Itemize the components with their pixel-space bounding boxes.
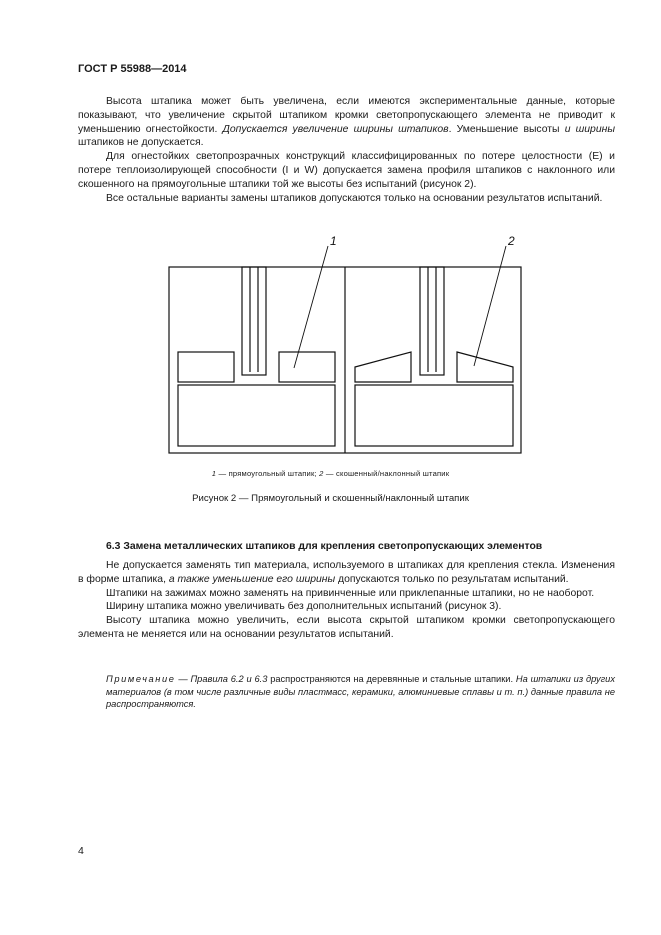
text-fragment-italic: и ширины (564, 123, 615, 135)
section-paragraph-2: Штапики на зажимах можно заменять на привинченные или приклепанные штапики, но не наоборот. (106, 587, 595, 599)
text-fragment: Высота штапика может быть увеличена, если имеются экспериментальные данные, которые показывают, что увеличение скрытой штапиком кромки светопропускающего элемента не приводит к уменьшению огнестойкости. (78, 96, 615, 135)
note-text-upright: распространяются на деревянные и стальные штапики. (270, 674, 514, 684)
section-paragraph-1 (78, 559, 615, 587)
note-block (106, 673, 615, 711)
intro-text (78, 95, 615, 205)
intro-paragraph-2: Для огнестойких светопрозрачных конструкций классифицированных по потере целостности (E) и потере теплоизолирующей способности (I и W) допускается замена профиля штапиков с наклонного или скошенного на прямоугольные штапики той же высоты без испытаний (рисунок 2). (78, 151, 615, 190)
callout-2: 2 (508, 234, 515, 248)
document-header: ГОСТ Р 55988—2014 (78, 63, 187, 75)
note-text: На штапики из других материалов (в том числе различные виды пластмасс, керамики, алюминиевые сплавы и т. п.) данные правила не распространяются. (106, 674, 615, 710)
legend-text: — скошенный/наклонный штапик (323, 469, 450, 478)
rectangular-bead (279, 352, 335, 382)
note-label: Примечание (106, 674, 176, 684)
figure-2-drawing (168, 232, 528, 464)
bead-left (178, 352, 234, 382)
note-text: — Правила 6.2 и 6.3 (175, 674, 271, 684)
section-title: 6.3 Замена металлических штапиков для крепления светопропускающих элементов (106, 541, 543, 552)
inclined-bead-left (355, 352, 411, 382)
figure-legend (0, 469, 661, 478)
profile-strip (242, 267, 266, 375)
leader-line-1 (294, 246, 328, 368)
figure-caption: Рисунок 2 — Прямоугольный и скошенный/наклонный штапик (192, 493, 469, 504)
legend-number: 2 (319, 469, 324, 478)
section-paragraph-3: Ширину штапика можно увеличивать без дополнительных испытаний (рисунок 3). (106, 601, 502, 613)
legend-number: 1 (211, 469, 217, 478)
text-fragment-italic: а также уменьшение его ширины (168, 573, 336, 585)
section-paragraph-4: Высоту штапика можно увеличить, если высота скрытой штапиком кромки светопропускающего элемента не меняется или на основании результатов испытаний. (78, 615, 615, 640)
glass-pane-right (355, 385, 513, 446)
page-number: 4 (78, 845, 84, 857)
glass-pane-left (178, 385, 335, 446)
skewed-bead (457, 352, 513, 382)
legend-text: — прямоугольный штапик; (216, 469, 320, 478)
text-fragment: штапиков не допускается. (78, 137, 204, 149)
profile-strip (420, 267, 444, 375)
section-text (78, 559, 615, 642)
leader-line-2 (474, 246, 506, 366)
text-fragment-italic: Допускается увеличение ширины штапиков (222, 123, 449, 135)
intro-paragraph-3: Все остальные варианты замены штапиков допускаются только на основании результатов испытаний. (106, 192, 603, 204)
text-fragment: Не допускается заменять тип материала, используемого в штапиках для крепления стекла. Изменения в форме штапика, (78, 560, 615, 585)
text-fragment: допускаются только по результатам испытаний. (335, 573, 569, 585)
intro-paragraph-1 (78, 95, 615, 150)
callout-1: 1 (330, 234, 337, 248)
text-fragment: . Уменьшение высоты (448, 123, 565, 135)
